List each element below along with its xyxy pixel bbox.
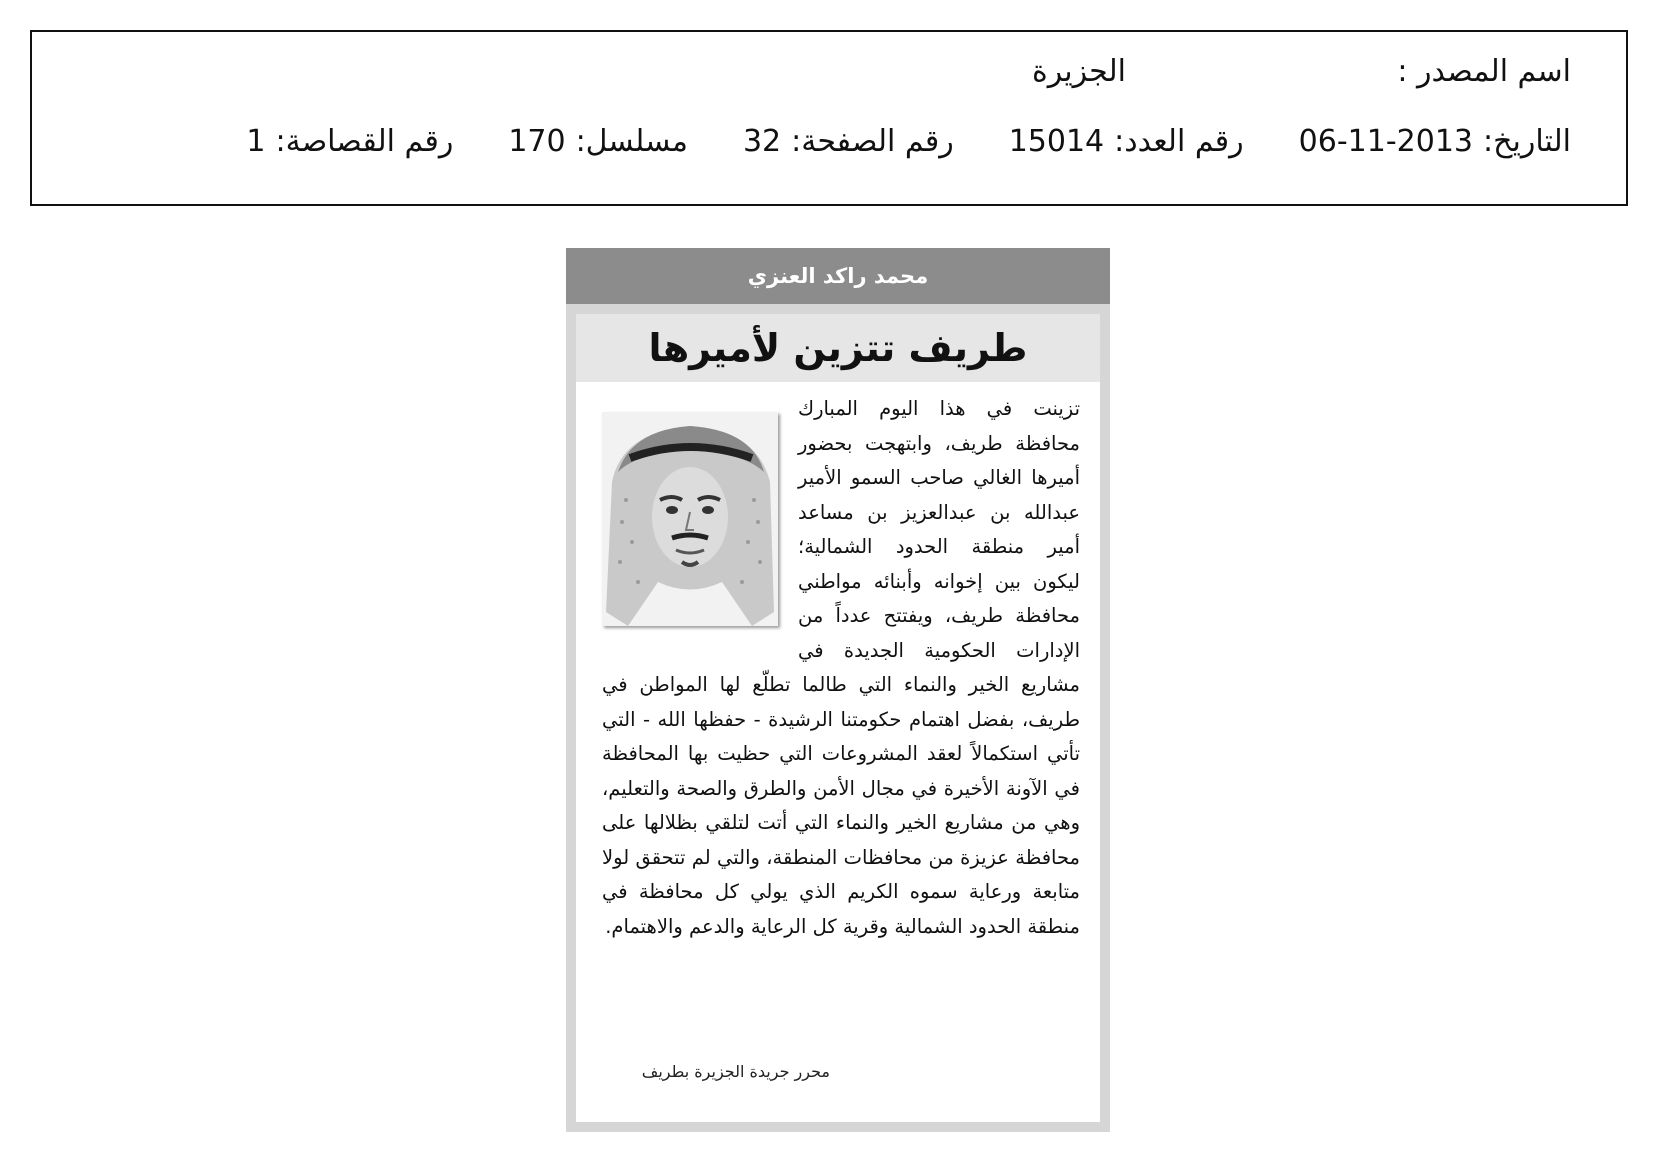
- page-label: رقم الصفحة:: [791, 124, 954, 159]
- article-clipping: [566, 248, 1110, 1132]
- author-name: محمد راكد العنزي: [566, 248, 1110, 304]
- meta-date: [1299, 124, 1571, 159]
- issue-label: رقم العدد:: [1114, 124, 1244, 159]
- photo-spacer: [602, 392, 798, 668]
- author-credit: محرر جريدة الجزيرة بطريف: [641, 1062, 830, 1081]
- serial-label: مسلسل:: [575, 124, 688, 159]
- article-content: [576, 382, 1100, 1122]
- clip-value: 1: [246, 124, 266, 159]
- page-value: 32: [742, 124, 782, 159]
- source-label: اسم المصدر :: [1397, 54, 1571, 89]
- meta-clip: [246, 124, 453, 159]
- date-label: التاريخ:: [1483, 124, 1571, 159]
- source-info-box: [30, 30, 1628, 206]
- article-body: تزينت في هذا اليوم المبارك محافظة طريف، وابتهجت بحضور أميرها الغالي صاحب السمو الأمير عبدالله بن عبدالعزيز بن مساعد أمير منطقة الحدود الشمالية؛ ليكون بين إخوانه وأبنائه مواطني محافظة طريف، ويفتتح عدداً من الإدارات الحكومية الجديدة في مشاريع الخير والنماء التي طالما تطلّع لها المواطن في طريف، بفضل اهتمام حكومتنا الرشيدة - حفظها الله - التي تأتي استكمالاً لعقد المشروعات التي حظيت بها المحافظة في الآونة الأخيرة في مجال الأمن والطرق والصحة والتعليم، وهي من مشاريع الخير والنماء التي أتت لتلقي بظلالها على محافظة عزيزة من محافظات المنطقة، والتي لم تتحقق لولا متابعة ورعاية سموه الكريم الذي يولي كل محافظة في منطقة الحدود الشمالية وقرية كل الرعاية والدعم والاهتمام.: [602, 397, 1080, 938]
- meta-row: [246, 124, 1571, 159]
- date-value: 2013-11-06: [1298, 124, 1474, 159]
- source-value: الجزيرة: [1031, 54, 1126, 89]
- meta-page: [743, 124, 954, 159]
- article-body-container: [602, 392, 1080, 944]
- issue-value: 15014: [1008, 124, 1105, 159]
- serial-value: 170: [508, 124, 566, 159]
- article-title: طريف تتزين لأميرها: [576, 314, 1100, 382]
- meta-issue: [1009, 124, 1244, 159]
- meta-serial: [508, 124, 688, 159]
- clip-label: رقم القصاصة:: [275, 124, 454, 159]
